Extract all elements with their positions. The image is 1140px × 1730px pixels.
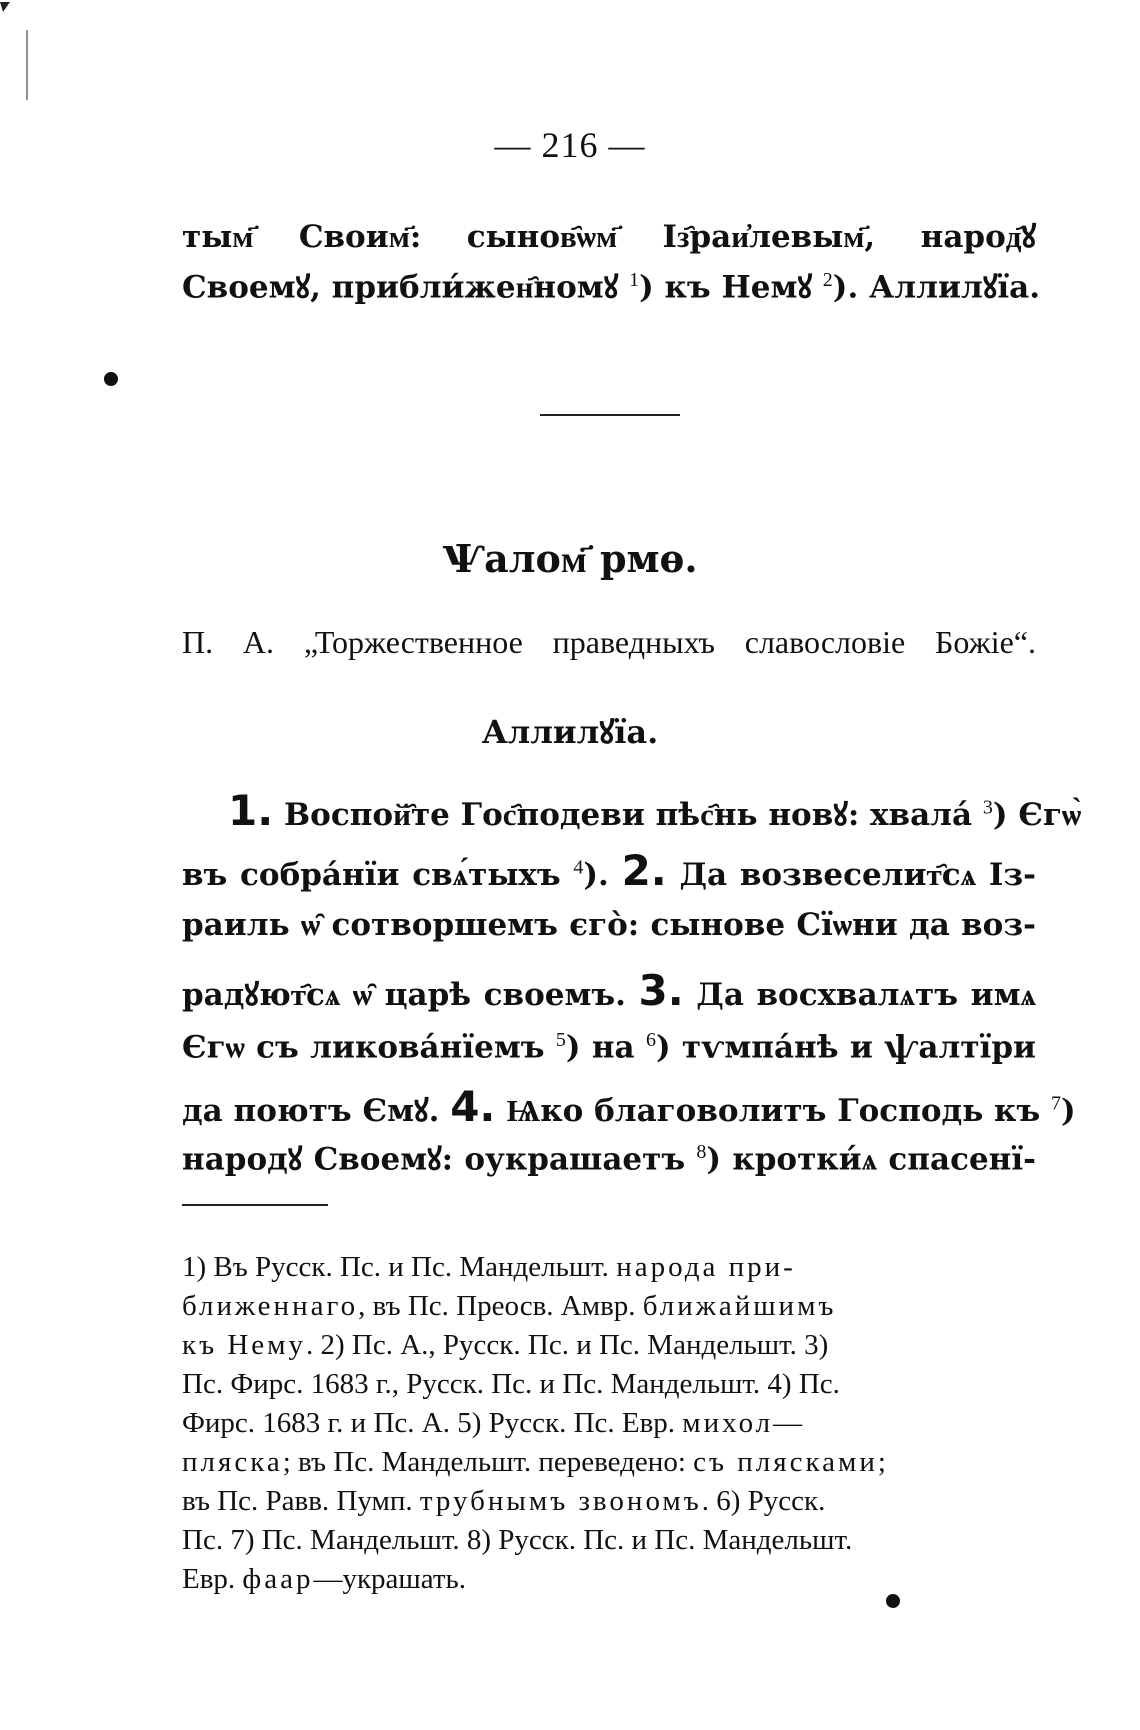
page-number: — 216 —	[494, 125, 646, 165]
continuation-line-1	[182, 219, 1036, 255]
footnote-ref: 6	[645, 1029, 656, 1051]
scan-line	[26, 30, 28, 100]
verse-line-1: 1. Воспой҄те Гос҄подеви пѣс҄нь новꙋ: хвала́ $^3$) Єгѡ̀	[228, 786, 1082, 835]
continuation-text: тым҃ Своим҃: сынов҄ѡм҃ Із҄раи҆левым҃, народ҄ꙋ	[182, 219, 1036, 255]
verse-number: 4.	[450, 1082, 496, 1131]
footnote-line: къ Нему. 2) Пс. А., Русск. Пс. и Пс. Мандельшт. 3)	[182, 1329, 829, 1361]
ink-dot	[886, 1594, 900, 1608]
section-divider	[540, 414, 680, 416]
verse-line-6: да поютъ Ємꙋ. 4. Ѩко благоволитъ Господь къ $^7$)	[182, 1082, 1076, 1131]
footnote-line: 1) Въ Русск. Пс. и Пс. Мандельшт. народа при-	[182, 1251, 796, 1283]
verse-line-2: въ собра́нїи свѧ́тыхъ $^4$). 2. Да возвеселит҄сѧ Із-	[182, 846, 1037, 895]
footnote-ref: 8	[696, 1141, 707, 1163]
psalm-heading: П. А. „Торжественное праведныхъ славословіе Божіе“.	[182, 624, 1036, 660]
footnote-ref: 7	[1050, 1092, 1061, 1115]
footnote-line: пляска; въ Пс. Мандельшт. переведено: съ плясками;	[182, 1446, 889, 1478]
footnote-line: ближеннаго, въ Пс. Преосв. Амвр. ближайшимъ	[182, 1290, 837, 1322]
verse-line-7: народꙋ Своемꙋ: оукрашаетъ $^8$) кротки́ѧ спасенї-	[182, 1141, 1036, 1178]
verse-number: 2.	[621, 846, 667, 895]
footnote-line: въ Пс. Равв. Пумп. трубнымъ звономъ. 6) Русск.	[182, 1485, 826, 1517]
footnote-divider	[182, 1204, 328, 1206]
footnote-line: Евр. фаар—украшать.	[182, 1563, 467, 1595]
footnote-ref: 4	[573, 856, 584, 879]
continuation-line-2: Своемꙋ, прибли́жен҄номꙋ $^1$) къ Немꙋ $^2$). Аллилꙋїа.	[182, 269, 1041, 306]
verse-line-3: раиль ѡ̑ сотворшемъ єго̀: сынове Сїѡни да воз-	[182, 907, 1036, 943]
footnote-ref: 1	[629, 269, 640, 291]
verse-number: 1.	[228, 786, 274, 835]
verse-line-4: радꙋют҄сѧ ѡ̑ царѣ своемъ. 3. Да восхвалѧтъ имѧ	[182, 966, 1036, 1015]
ink-dot	[104, 372, 118, 386]
footnote-line: Пс. 7) Пс. Мандельшт. 8) Русск. Пс. и Пс. Мандельшт.	[182, 1524, 853, 1556]
verse-number: 3.	[638, 966, 684, 1015]
footnote-ref: 5	[555, 1029, 566, 1051]
footnote-line: Пс. Фирс. 1683 г., Русск. Пс. и Пс. Мандельшт. 4) Пс.	[182, 1368, 840, 1400]
corner-mark	[0, 2, 10, 12]
psalm-title: Ѱалом҃ рмѳ.	[442, 536, 698, 581]
footnote-ref: 3	[982, 796, 993, 819]
psalm-alleluia: Аллилꙋїа.	[481, 713, 659, 751]
footnotes	[182, 1248, 1036, 1599]
footnote-line: Фирс. 1683 г. и Пс. А. 5) Русск. Пс. Евр. михол—	[182, 1407, 806, 1439]
verse-line-5: Єгѡ съ ликова́нїемъ $^5$) на $^6$) тѵмпа́нѣ и ѱалтїри	[182, 1029, 1036, 1066]
footnote-ref: 2	[822, 269, 833, 291]
